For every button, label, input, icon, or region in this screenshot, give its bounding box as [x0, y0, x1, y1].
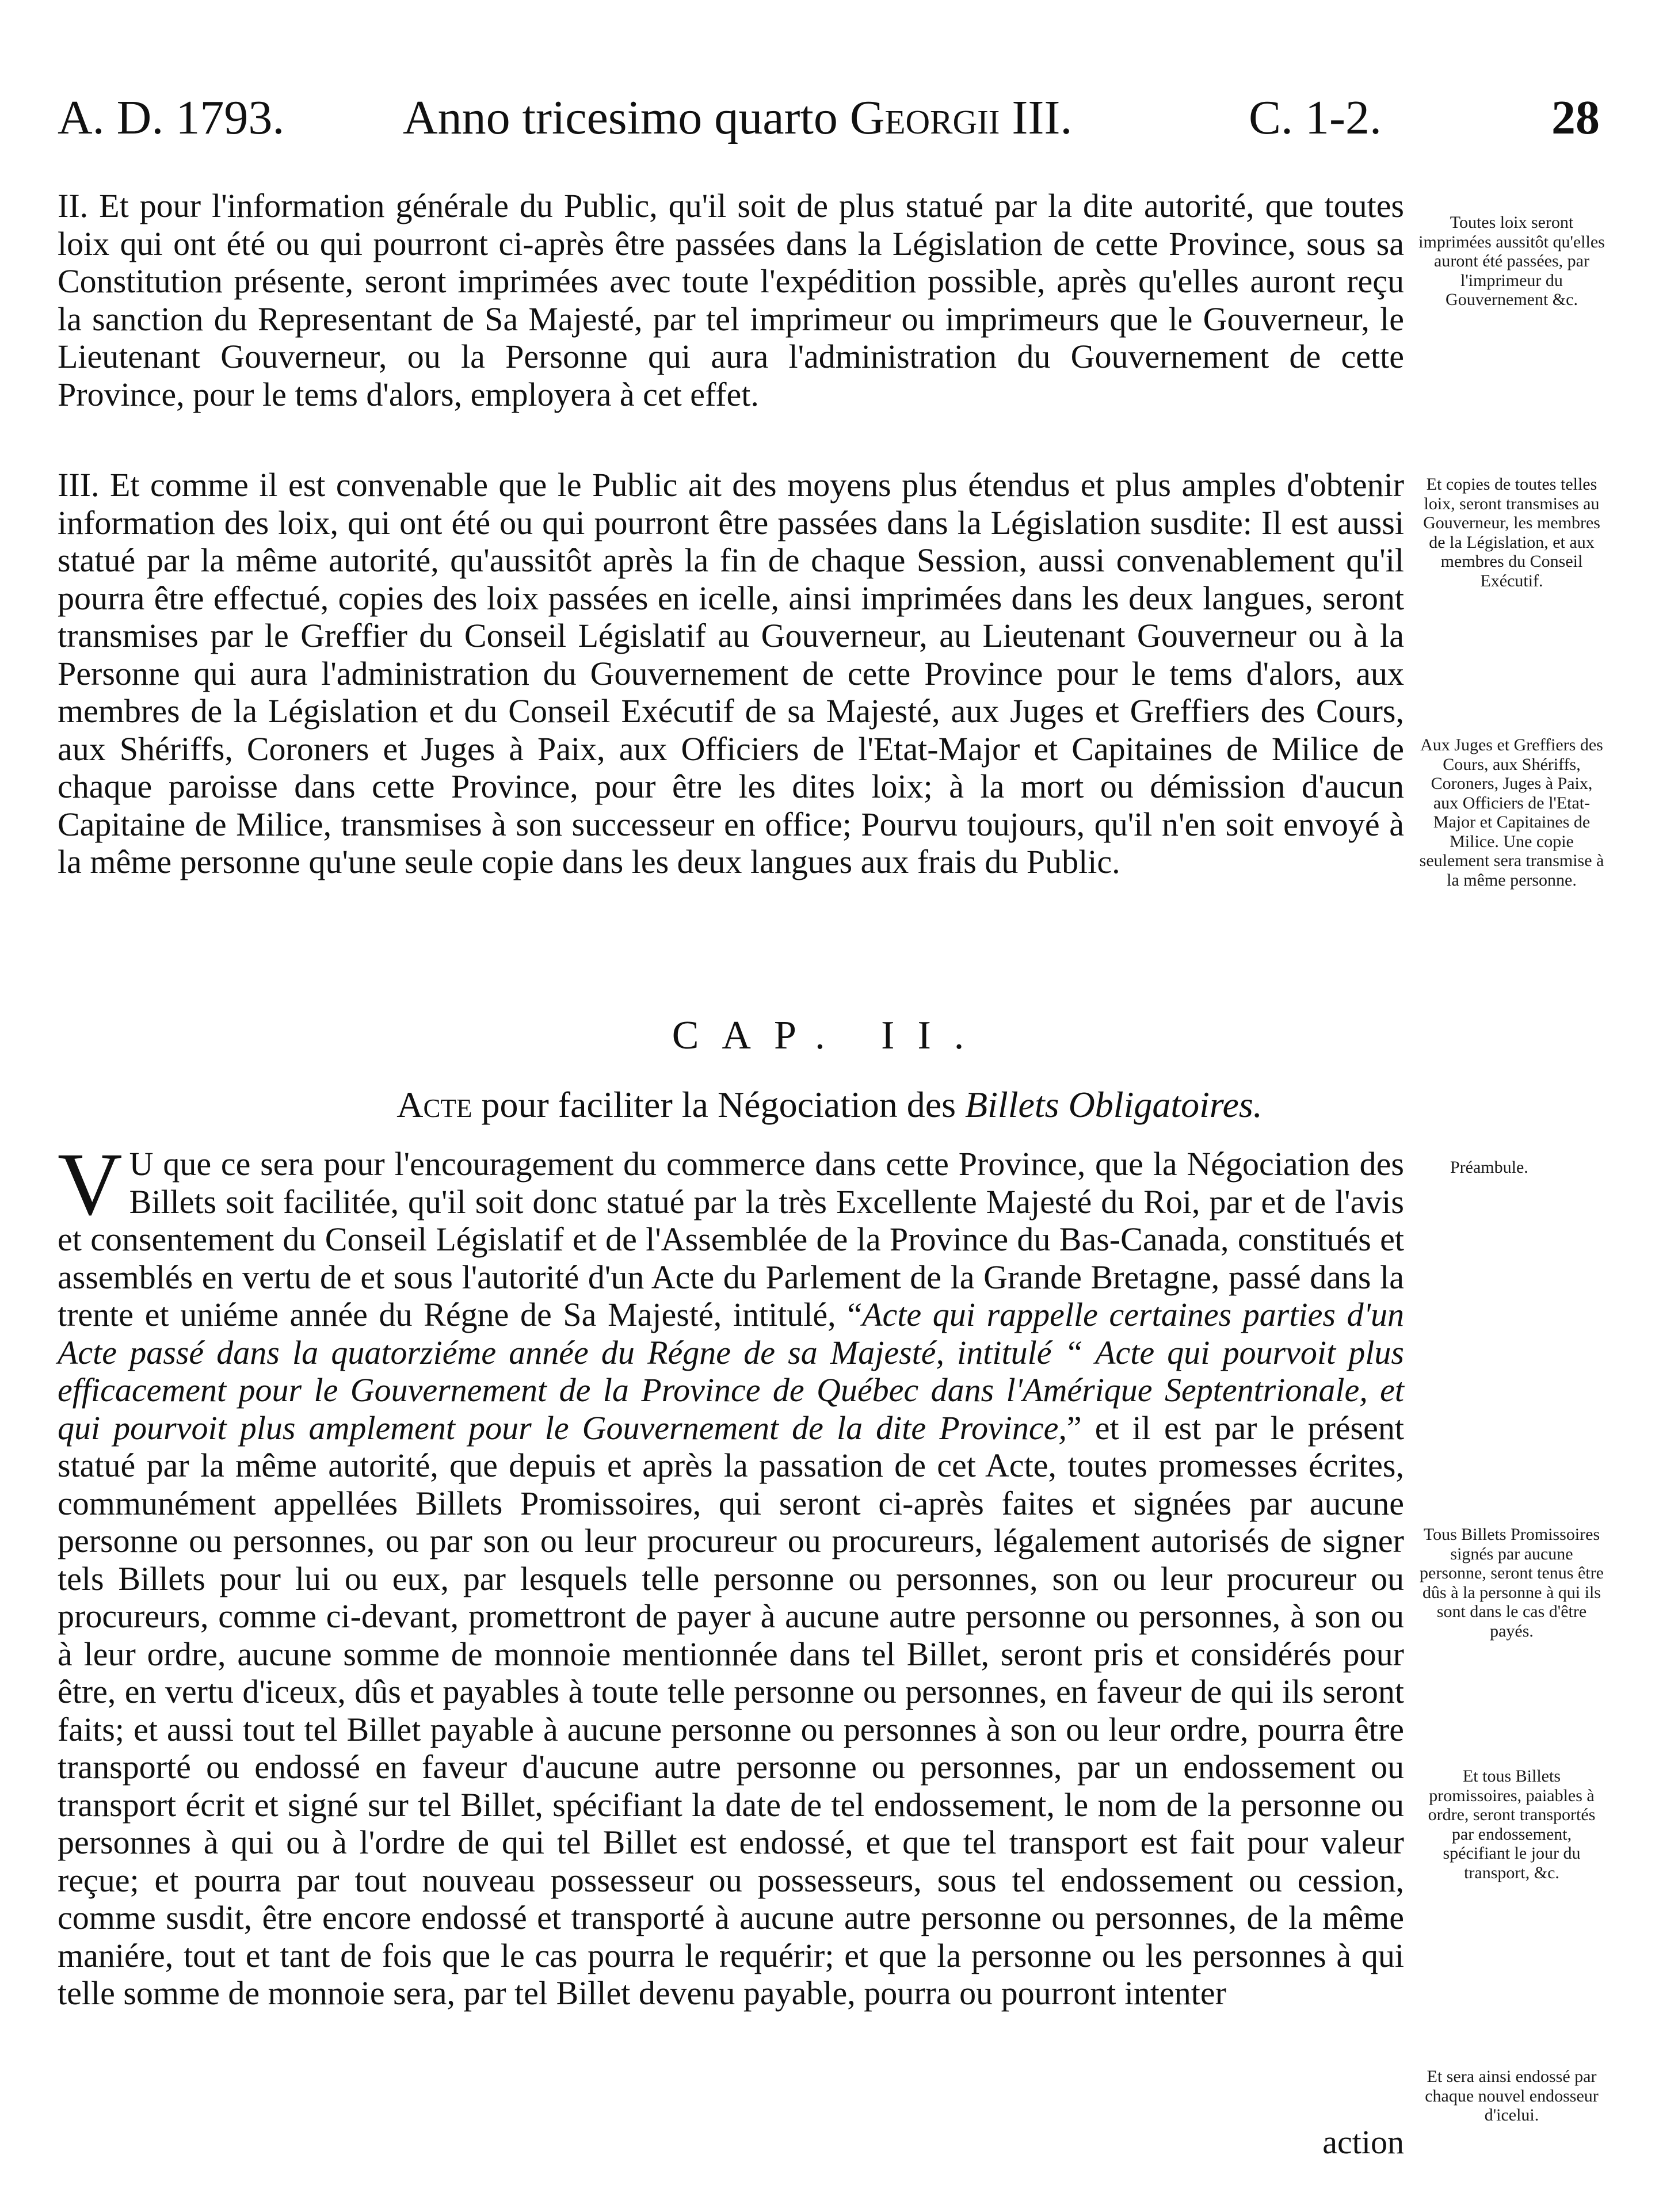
running-header [58, 86, 1600, 150]
section-3-margin-note-1: Et copies de toutes telles loix, seront transmises au Gouverneur, les membres de la Législation, et aux membres du Conseil Exécutif. [1423, 475, 1600, 590]
header-title-king: Georgii [849, 91, 1000, 144]
section-2-margin-note: Toutes loix seront imprimées aussitôt qu'elles auront été passées, par l'imprimeur du Gouvernement &c. [1418, 213, 1605, 309]
chapter-2-margin-note-1: Tous Billets Promissoires signés par aucune personne, seront tenus être dûs à la personne à qui ils sont dans le cas d'être payés. [1420, 1525, 1604, 1641]
header-title-prefix: Anno tricesimo quarto [403, 91, 850, 144]
chapter-2-text-2: ” et il est par le présent statué par la même autorité, que depuis et après la passation de cet Acte, toutes promesses écrites, communément appellées Billets Promissoires, qui seront ci-après faites et signées par aucune personne ou personnes, ou par son ou leur procureur ou procureurs, légalement autorisés de signer tels Billets pour lui ou eux, par lesquels telle personne ou personnes, son ou leur procureur ou procureurs, comme ci-devant, promettront de payer à aucune autre personne ou personnes, à son ou à leur ordre, aucune somme de monnoie mentionnée dans tel Billet, seront pris et considérés pour être, en vertu d'iceux, dûs et payables à toute telle personne ou personnes, en faveur de qui ils seront faits; et aussi tout tel Billet payable à aucune personne ou personnes à son ou leur ordre, pourra être transporté ou endossé en faveur d'aucune autre personne ou personnes, par un endossement ou transport écrit et signé sur tel Billet, spécifiant la date de tel endossement, le nom de la personne ou personnes à qui ou à l'ordre de qui tel Billet est endossé, et que tel transport est fait pour valeur reçue; et pourra par tout nouveau possesseur ou possesseurs, sous tel endossement ou cession, comme susdit, être encore endossé et transporté à aucune autre personne ou personnes, de la même maniére, tout et tant de fois que le cas pourra le requérir; et que la personne ou les personnes à qui telle somme de monnoie sera, par tel Billet devenu payable, pourra ou pourront intenter [58, 1409, 1404, 2012]
act-title [0, 1079, 1659, 1131]
act-title-middle: pour faciliter la Négociation des [472, 1084, 966, 1125]
chapter-2-margin-note-2: Et tous Billets promissoires, paiables à ordre, seront transportés par endossement, spécifiant le jour du transport, &c. [1428, 1767, 1596, 1882]
drop-cap: V [58, 1134, 123, 1234]
preamble-margin-label: Préambule. [1450, 1158, 1528, 1177]
chapter-2-margin-note-3: Et sera ainsi endossé par chaque nouvel endosseur d'icelui. [1425, 2067, 1599, 2125]
section-3-margin-note-2: Aux Juges et Greffiers des Cours, aux Shériffs, Coroners, Juges à Paix, aux Officiers de l'Etat-Major et Capitaines de Milice. Une copie seulement sera transmise à la même personne. [1419, 735, 1604, 890]
chapter-heading: CAP. II. [672, 1013, 987, 1058]
chapter-2-text-1: U que ce sera pour l'encouragement du commerce dans cette Province, que la Négociation des Billets soit facilitée, qu'il soit donc statué par la très Excellente Majesté du Roi, par et de l'avis et consentement du Conseil Législatif et de l'Assemblée de la Province du Bas-Canada, constitués et assemblés en vertu de et sous l'autorité d'un Acte du Parlement de la Grande Bretagne, passé dans la trente et uniéme année du Régne de Sa Majesté, intitulé, “ [58, 1145, 1404, 1333]
catchword: action [1322, 2123, 1404, 2161]
section-3-text: Et comme il est convenable que le Public ait des moyens plus étendus et plus amples d'obtenir information des loix, qui ont été ou qui pourront être passées dans la Législation susdite: Il est aussi statué par la même autorité, qu'aussitôt après la fin de chaque Session, aussi convenablement qu'il pourra être effectué, copies des loix passées en icelle, ainsi imprimées dans les deux langues, seront transmises par le Greffier du Conseil Législatif au Gouverneur, au Lieutenant Gouverneur ou à la Personne qui aura l'administration du Gouvernement de cette Province pour le tems d'alors, aux membres de la Législation et du Conseil Exécutif de sa Majesté, aux Juges et Greffiers des Cours, aux Shériffs, Coroners et Juges à Paix, aux Officiers de l'Etat-Major et Capitaines de Milice de chaque paroisse dans cette Province, pour être les dites loix; à la mort ou démission d'aucun Capitaine de Milice, transmises à son successeur en office; Pourvu toujours, qu'il n'en soit envoyé à la même personne qu'une seule copie dans les deux langues aux frais du Public. [58, 466, 1405, 880]
section-2-text: Et pour l'information générale du Public, qu'il soit de plus statué par la dite autorité, que toutes loix qui ont été ou qui pourront ci-après être passées dans la Législation de cette Province, sous sa Constitution présente, seront imprimées avec toute l'expédition possible, après qu'elles auront reçu la sanction du Representant de Sa Majesté, par tel imprimeur ou imprimeurs que le Gouverneur, le Lieutenant Gouverneur, ou la Personne qui aura l'administration du Gouvernement de cette Province, pour le tems d'alors, employera à cet effet. [58, 187, 1405, 413]
chapter-2-body [58, 1134, 1404, 2012]
section-2-number: II. [58, 187, 89, 224]
act-title-italic: Billets Obligatoires. [965, 1084, 1263, 1125]
chapter-2-cited-act: Acte qui rappelle certaines parties d'un Acte passé dans la quatorziéme année du Régne de sa Majesté, intitulé “ Acte qui pourvoit plus efficacement pour le Gouvernement de la Province de Québec dans l'Amérique Septentrionale, et qui pourvoit plus amplement pour le Gouvernement de la dite Province, [58, 1296, 1404, 1447]
header-title-suffix: III. [1000, 91, 1073, 144]
section-3-paragraph [58, 466, 1404, 881]
page-number: 28 [1551, 91, 1600, 144]
header-title [403, 86, 1072, 150]
section-3-number: III. [58, 466, 100, 504]
act-title-word: Acte [396, 1084, 472, 1125]
header-chapter: C. 1-2. [1249, 91, 1382, 144]
section-2-paragraph [58, 187, 1404, 413]
header-year: A. D. 1793. [58, 91, 285, 144]
